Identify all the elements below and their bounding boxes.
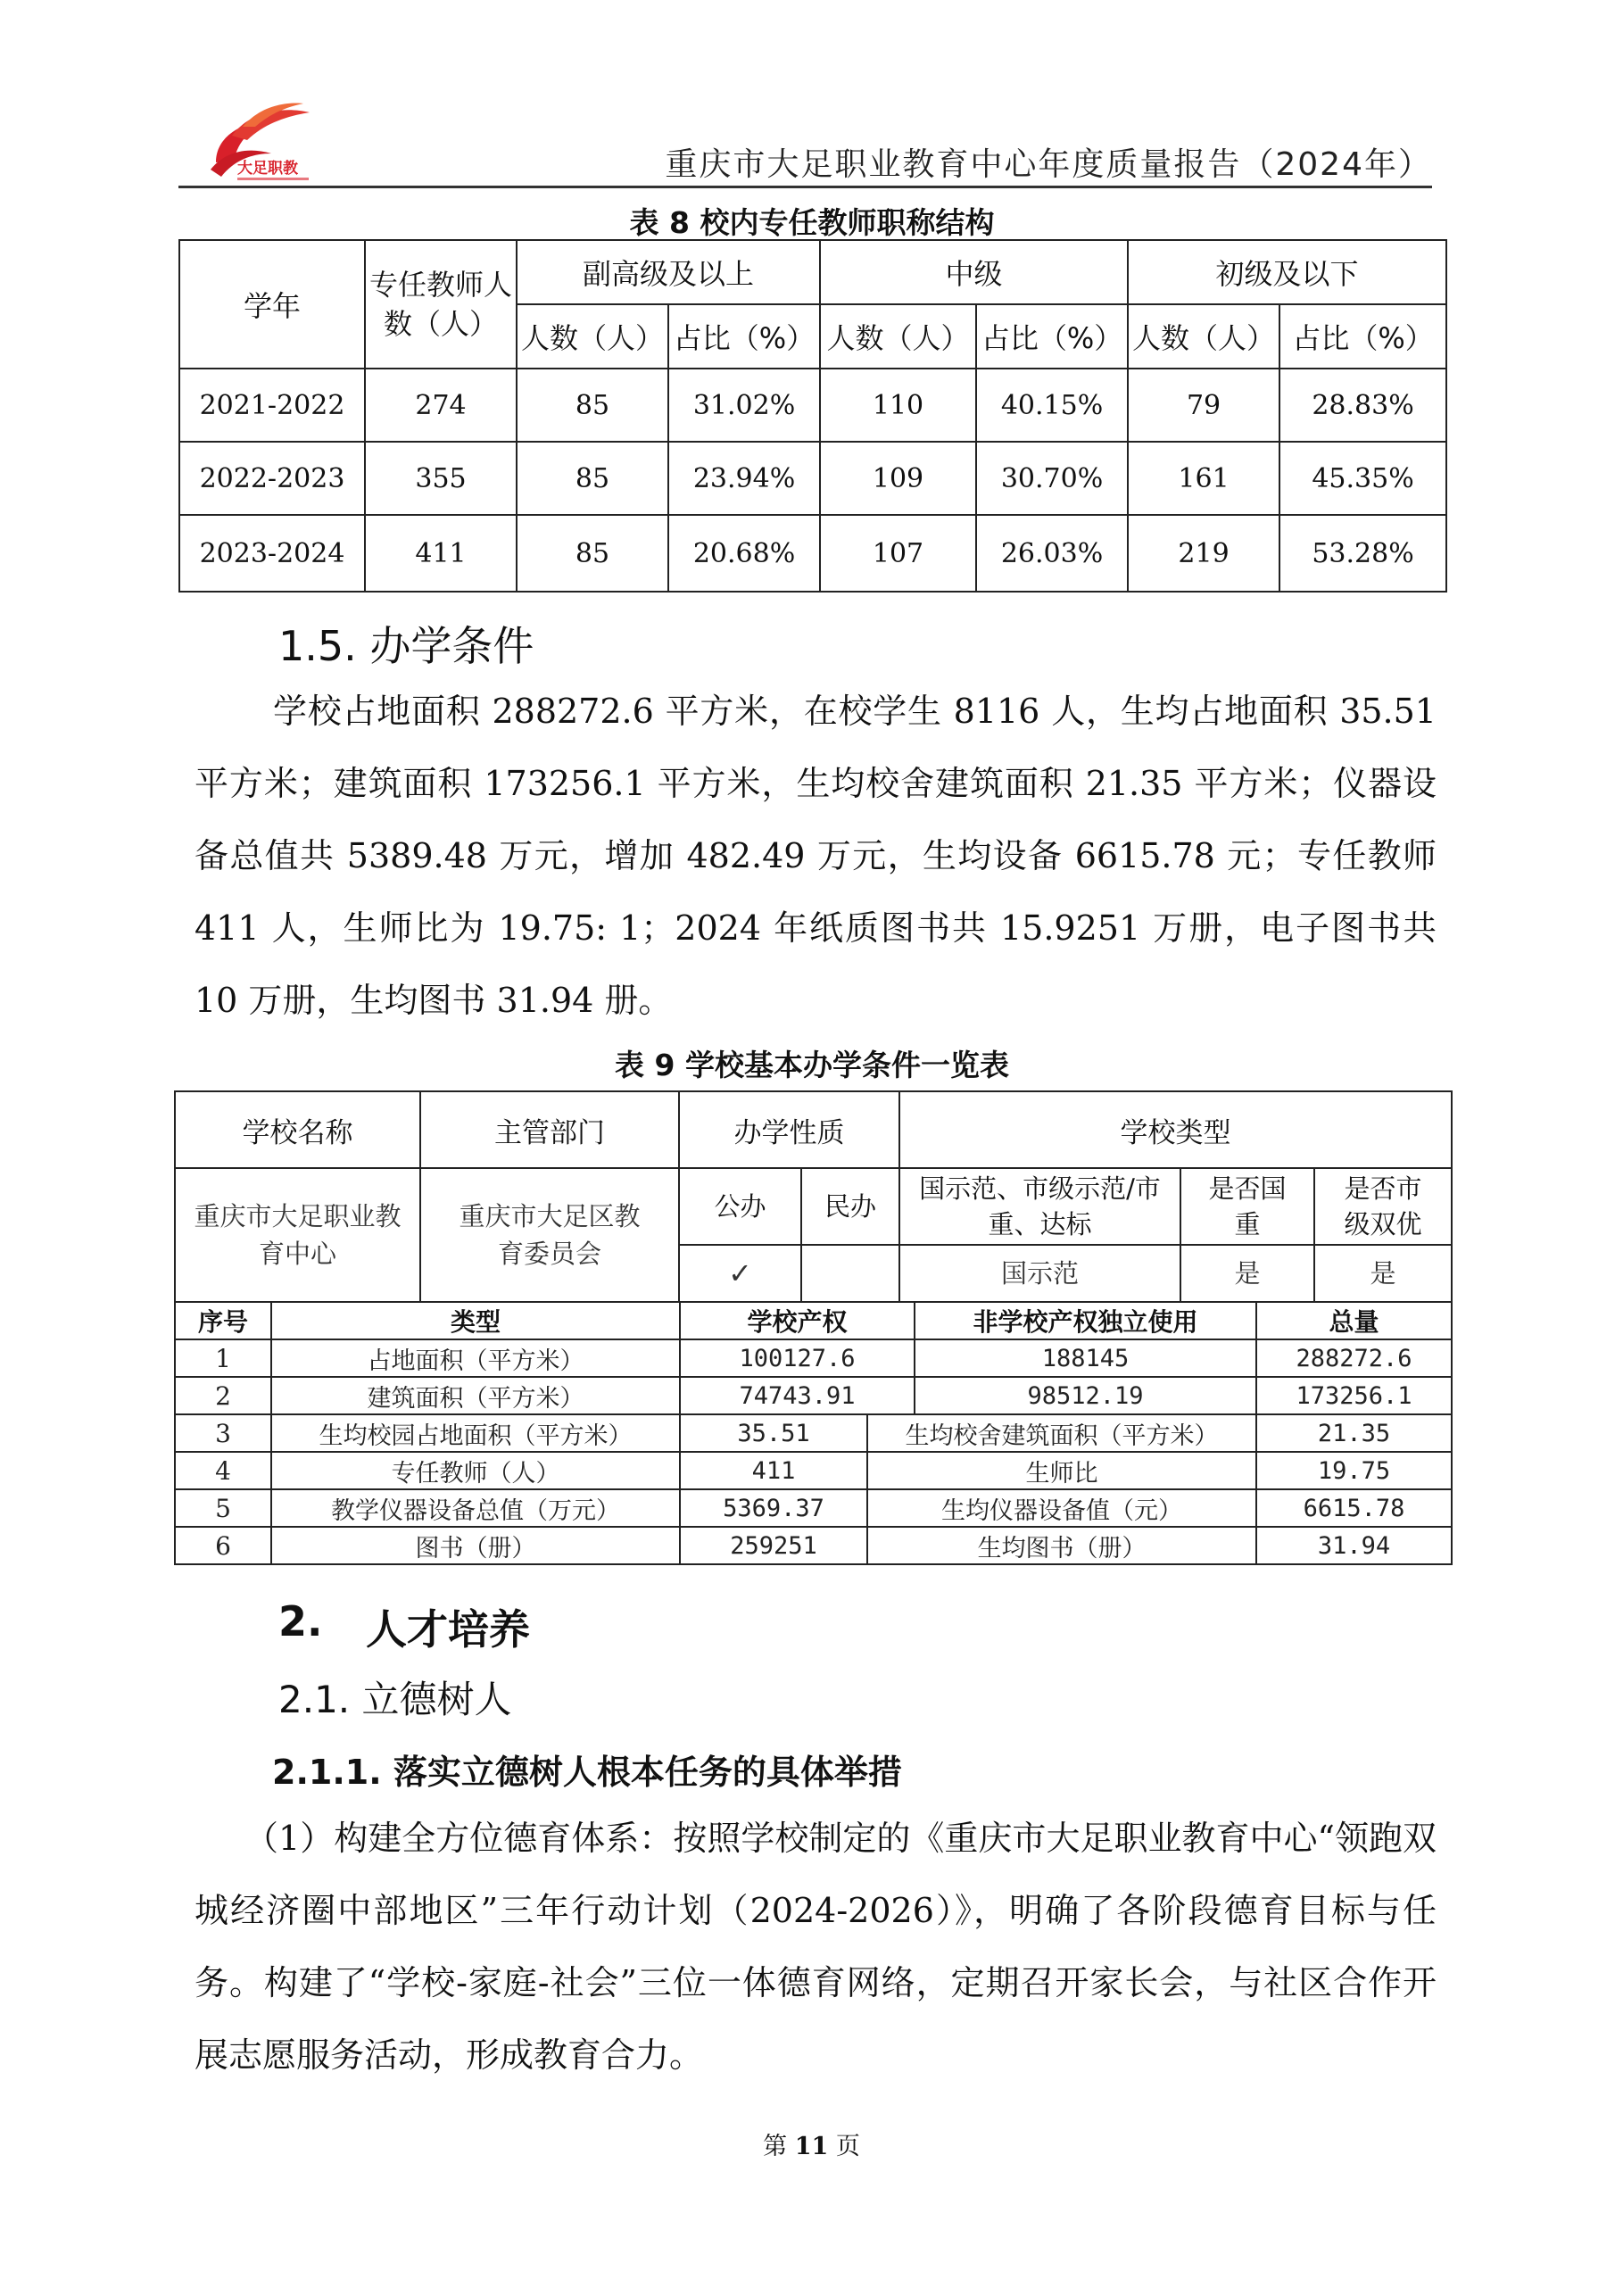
stats-head-total: 总量 (1256, 1302, 1452, 1339)
cell: 107 (820, 515, 976, 592)
section-2-1-1-heading: 2.1.1. 落实立德树人根本任务的具体举措 (272, 1753, 902, 1792)
cell: 188145 (915, 1339, 1256, 1377)
cell: 411 (680, 1452, 867, 1489)
cell: 生均仪器设备值（元） (867, 1489, 1256, 1527)
section-1-5-paragraph: 学校占地面积 288272.6 平方米，在校学生 8116 人，生均占地面积 35.51 平方米；建筑面积 173256.1 平方米，生均校舍建筑面积 21.35 平方米；仪器设备总值共 5389.48 万元，增加 482.49 万元，生均设备 6615.78 元；专任教师 411 人，生师比为 19.75: 1；2024 年纸质图书共 15.9251 万册，电子图书共 10 万册，生均图书 31.94 册。 (195, 692, 1437, 1020)
stats-head-non-owned: 非学校产权独立使用 (915, 1302, 1256, 1339)
cell: 355 (365, 442, 517, 515)
header-title: 重庆市大足职业教育中心年度质量报告（2024年） (665, 146, 1432, 183)
head-nature: 办学性质 (679, 1091, 899, 1168)
cell: 31.94 (1256, 1527, 1452, 1564)
section-2-1-heading: 2.1. 立德树人 (278, 1678, 512, 1721)
city-double-value: 是 (1314, 1245, 1452, 1302)
sub-city-double: 是否市级双优 (1314, 1168, 1452, 1245)
cell: 建筑面积（平方米） (271, 1377, 680, 1414)
cell: 40.15% (976, 369, 1128, 442)
table-row (175, 1489, 1452, 1527)
col-total: 专任教师人数（人） (365, 240, 517, 369)
cell: 2021-2022 (179, 369, 365, 442)
sub-ratio: 占比（%） (1279, 304, 1446, 369)
cell: 53.28% (1279, 515, 1446, 592)
sub-ratio: 占比（%） (976, 304, 1128, 369)
public-check: ✓ (679, 1245, 801, 1302)
sub-count: 人数（人） (517, 304, 668, 369)
cell: 45.35% (1279, 442, 1446, 515)
footer-prefix: 第 (763, 2133, 788, 2160)
head-school-name: 学校名称 (175, 1091, 420, 1168)
sub-public: 公办 (679, 1168, 801, 1245)
cell: 5369.37 (680, 1489, 867, 1527)
cell: 生均校园占地面积（平方米） (271, 1414, 680, 1452)
cell: 110 (820, 369, 976, 442)
page-number: 11 (794, 2133, 829, 2160)
cell: 专任教师（人） (271, 1452, 680, 1489)
private-check (801, 1245, 899, 1302)
cell: 20.68% (668, 515, 820, 592)
table-row (179, 442, 1446, 515)
cell: 2 (175, 1377, 271, 1414)
cell: 74743.91 (680, 1377, 915, 1414)
table-row (175, 1414, 1452, 1452)
school-name: 重庆市大足职业教育中心 (175, 1168, 420, 1302)
stats-head-owned: 学校产权 (680, 1302, 915, 1339)
table-row (179, 369, 1446, 442)
table-row (175, 1339, 1452, 1377)
cell: 3 (175, 1414, 271, 1452)
footer-suffix: 页 (835, 2133, 860, 2160)
cell: 生师比 (867, 1452, 1256, 1489)
cell: 23.94% (668, 442, 820, 515)
logo-text: 大足职教 (237, 160, 298, 178)
group-senior: 副高级及以上 (517, 240, 820, 304)
table-row (175, 1377, 1452, 1414)
cell: 生均图书（册） (867, 1527, 1256, 1564)
group-junior: 初级及以下 (1128, 240, 1446, 304)
cell: 274 (365, 369, 517, 442)
section-2-1-1-paragraph: （1）构建全方位德育体系：按照学校制定的《重庆市大足职业教育中心“领跑双城经济圈中部地区”三年行动计划（2024-2026）》，明确了各阶段德育目标与任务。构建了“学校-家庭-社会”三位一体德育网络，定期召开家长会，与社区合作开展志愿服务活动，形成教育合力。 (195, 1819, 1437, 2075)
national-key-value: 是 (1180, 1245, 1314, 1302)
col-year: 学年 (179, 240, 365, 369)
group-intermediate: 中级 (820, 240, 1128, 304)
school-logo (198, 100, 332, 186)
section-2-title: 人才培养 (366, 1605, 530, 1654)
cell: 19.75 (1256, 1452, 1452, 1489)
cell: 2022-2023 (179, 442, 365, 515)
table-row (179, 515, 1446, 592)
demo-value: 国示范 (899, 1245, 1180, 1302)
cell: 100127.6 (680, 1339, 915, 1377)
cell: 占地面积（平方米） (271, 1339, 680, 1377)
cell: 98512.19 (915, 1377, 1256, 1414)
table-row (175, 1452, 1452, 1489)
cell: 85 (517, 369, 668, 442)
table-row (175, 1527, 1452, 1564)
sub-count: 人数（人） (1128, 304, 1279, 369)
cell: 1 (175, 1339, 271, 1377)
cell: 31.02% (668, 369, 820, 442)
sub-national-key: 是否国重 (1180, 1168, 1314, 1245)
table9-caption: 表 9 学校基本办学条件一览表 (615, 1048, 1009, 1082)
section-2-number: 2. (278, 1597, 323, 1645)
school-stats-table (174, 1301, 1453, 1565)
cell: 219 (1128, 515, 1279, 592)
cell: 30.70% (976, 442, 1128, 515)
cell: 6615.78 (1256, 1489, 1452, 1527)
head-type: 学校类型 (899, 1091, 1452, 1168)
cell: 图书（册） (271, 1527, 680, 1564)
cell: 288272.6 (1256, 1339, 1452, 1377)
sub-demo: 国示范、市级示范/市重、达标 (899, 1168, 1180, 1245)
teacher-title-table (178, 239, 1447, 593)
head-dept: 主管部门 (420, 1091, 679, 1168)
section-1-5-heading: 1.5. 办学条件 (278, 622, 534, 670)
cell: 26.03% (976, 515, 1128, 592)
cell: 79 (1128, 369, 1279, 442)
cell: 85 (517, 515, 668, 592)
table8-caption: 表 8 校内专任教师职称结构 (629, 205, 995, 240)
cell: 5 (175, 1489, 271, 1527)
cell: 28.83% (1279, 369, 1446, 442)
cell: 21.35 (1256, 1414, 1452, 1452)
cell: 4 (175, 1452, 271, 1489)
cell: 259251 (680, 1527, 867, 1564)
cell: 411 (365, 515, 517, 592)
sub-private: 民办 (801, 1168, 899, 1245)
stats-head-type: 类型 (271, 1302, 680, 1339)
sub-ratio: 占比（%） (668, 304, 820, 369)
cell: 173256.1 (1256, 1377, 1452, 1414)
school-basic-table (174, 1090, 1453, 1303)
cell: 35.51 (680, 1414, 867, 1452)
cell: 109 (820, 442, 976, 515)
cell: 161 (1128, 442, 1279, 515)
cell: 生均校舍建筑面积（平方米） (867, 1414, 1256, 1452)
cell: 85 (517, 442, 668, 515)
stats-head-index: 序号 (175, 1302, 271, 1339)
dept-name: 重庆市大足区教育委员会 (420, 1168, 679, 1302)
cell: 6 (175, 1527, 271, 1564)
cell: 教学仪器设备总值（万元） (271, 1489, 680, 1527)
page-footer (0, 2126, 1623, 2161)
cell: 2023-2024 (179, 515, 365, 592)
header-rule (178, 186, 1432, 188)
sub-count: 人数（人） (820, 304, 976, 369)
